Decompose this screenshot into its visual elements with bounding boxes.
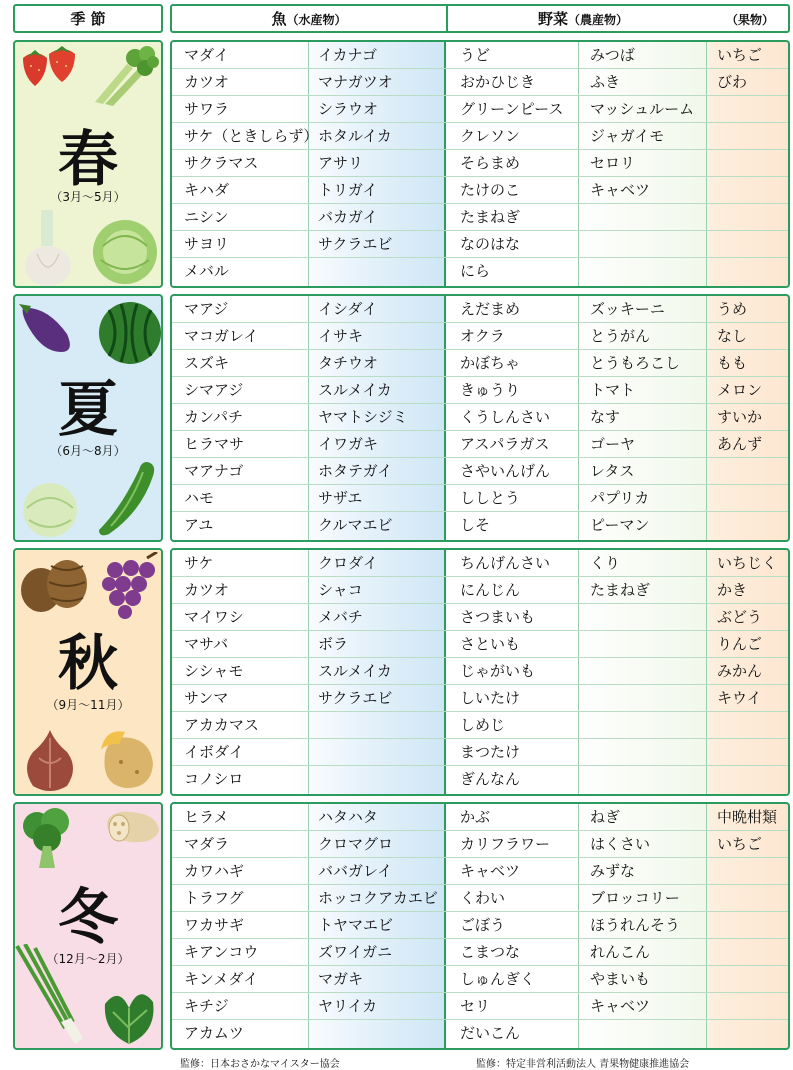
table-row xyxy=(172,177,788,204)
vegetable-name: ちんげんさい xyxy=(460,554,551,572)
fish-name: イボダイ xyxy=(184,743,244,761)
fruit-name: いちじく xyxy=(717,554,778,572)
vegetable-name: しめじ xyxy=(460,716,506,734)
table-row xyxy=(172,150,788,177)
season-panel-summer xyxy=(13,294,163,542)
table-row xyxy=(172,404,788,431)
fish-name: ヤマトシジミ xyxy=(318,408,408,426)
table-row xyxy=(172,69,788,96)
vegetable-name: きゅうり xyxy=(460,381,521,399)
vegetable-name: しそ xyxy=(460,516,491,534)
vegetable-name: ねぎ xyxy=(590,808,621,826)
fruit-name: キウイ xyxy=(717,689,762,707)
season-panel-autumn xyxy=(13,548,163,796)
fish-name: ハタハタ xyxy=(318,808,378,826)
vegetable-name: ししとう xyxy=(460,489,521,507)
taro-icon xyxy=(17,554,91,616)
vegetable-name: まつたけ xyxy=(460,743,521,761)
season-table-winter xyxy=(170,802,790,1050)
vegetable-name: さといも xyxy=(460,635,521,653)
season-table-summer xyxy=(170,294,790,542)
fish-name: マダイ xyxy=(184,46,229,64)
fish-name: キチジ xyxy=(184,997,229,1015)
fish-name: クロマグロ xyxy=(318,835,394,853)
header-veg xyxy=(448,8,718,29)
fish-name: カワハギ xyxy=(184,862,245,880)
fish-name: ヒラマサ xyxy=(184,435,245,453)
season-panel-winter xyxy=(13,802,163,1050)
fish-name: クルマエビ xyxy=(318,516,393,534)
fruit-name: びわ xyxy=(717,73,748,91)
vegetable-name: セロリ xyxy=(590,154,636,172)
cucumber-icon xyxy=(91,456,163,540)
vegetable-name: くわい xyxy=(460,889,506,907)
vegetable-name: なのはな xyxy=(460,235,521,253)
fish-name: トヤマエビ xyxy=(318,916,394,934)
season-kanji: 秋 xyxy=(58,629,118,699)
fish-name: シャコ xyxy=(318,581,363,599)
header-fish-label: 魚 xyxy=(271,10,287,28)
vegetable-name: セリ xyxy=(460,997,491,1015)
table-row xyxy=(172,323,788,350)
season-range: （9月〜11月） xyxy=(46,698,130,712)
fish-name: ババガレイ xyxy=(318,862,393,880)
vegetable-name: ぎんなん xyxy=(460,770,521,788)
table-row xyxy=(172,550,788,577)
header-fish xyxy=(172,8,446,29)
fish-name: ホタテガイ xyxy=(318,462,393,480)
fish-name: イカナゴ xyxy=(318,46,377,64)
table-row xyxy=(172,739,788,766)
vegetable-name: くり xyxy=(590,554,621,572)
fish-name: マナガツオ xyxy=(318,73,393,91)
table-row xyxy=(172,658,788,685)
fish-name: マアナゴ xyxy=(184,462,244,480)
celery-icon xyxy=(87,42,161,106)
fish-name: ニシン xyxy=(184,208,229,226)
fruit-name: ぶどう xyxy=(717,608,763,626)
table-row xyxy=(172,604,788,631)
vegetable-name: かぶ xyxy=(460,808,491,826)
fruit-name: かき xyxy=(717,581,748,599)
table-row xyxy=(172,685,788,712)
table-row xyxy=(172,350,788,377)
vegetable-name: だいこん xyxy=(460,1024,521,1042)
fish-name: トラフグ xyxy=(184,889,244,907)
table-row xyxy=(172,831,788,858)
footer-fish-credit: 監修：日本おさかなマイスター協会 xyxy=(180,1059,340,1070)
season-table-autumn xyxy=(170,548,790,796)
fish-name: アカムツ xyxy=(184,1024,244,1042)
table-row xyxy=(172,712,788,739)
vegetable-name: にら xyxy=(460,262,491,280)
header-fruit-label: （果物） xyxy=(725,12,774,27)
fruit-name: 中晩柑類 xyxy=(717,808,778,826)
season-panel-spring xyxy=(13,40,163,288)
fish-name: ヤリイカ xyxy=(318,997,378,1015)
table-row xyxy=(172,885,788,912)
fish-name: メバル xyxy=(184,262,229,280)
header-season xyxy=(13,4,163,33)
vegetable-name: レタス xyxy=(590,462,635,480)
table-row xyxy=(172,431,788,458)
fish-name: サケ（ときしらず） xyxy=(184,127,319,145)
table-row xyxy=(172,966,788,993)
fruit-name: いちご xyxy=(717,46,763,64)
vegetable-name: ふき xyxy=(590,73,621,91)
vegetable-name: ほうれんそう xyxy=(590,916,681,934)
fish-name: キアンコウ xyxy=(184,943,259,961)
season-range: （12月〜2月） xyxy=(46,952,130,966)
vegetable-name: オクラ xyxy=(460,327,505,345)
vegetable-name: はくさい xyxy=(590,835,651,853)
header-veg-sub: （農産物） xyxy=(568,13,629,27)
fish-name: マイワシ xyxy=(184,608,244,626)
season-range: （3月〜5月） xyxy=(50,190,126,204)
fish-name: コノシロ xyxy=(184,770,244,788)
fruit-name: メロン xyxy=(717,381,763,399)
vegetable-name: しいたけ xyxy=(460,689,521,707)
table-row xyxy=(172,858,788,885)
fish-name: カンパチ xyxy=(184,408,243,426)
strawberry-icon xyxy=(19,44,81,88)
vegetable-name: こまつな xyxy=(460,943,521,961)
vegetable-name: かぼちゃ xyxy=(460,354,521,372)
vegetable-name: おかひじき xyxy=(460,73,536,91)
fish-name: アサリ xyxy=(318,154,364,172)
vegetable-name: ズッキーニ xyxy=(590,300,665,318)
vegetable-name: れんこん xyxy=(590,943,651,961)
fish-name: イワガキ xyxy=(318,435,379,453)
fish-name: イシダイ xyxy=(318,300,378,318)
season-table-spring xyxy=(170,40,790,288)
fish-name: マサバ xyxy=(184,635,229,653)
vegetable-name: キャベツ xyxy=(590,181,651,199)
fish-name: クロダイ xyxy=(318,554,378,572)
fish-name: キハダ xyxy=(184,181,230,199)
vegetable-name: えだまめ xyxy=(460,300,521,318)
vegetable-name: キャベツ xyxy=(460,862,521,880)
fruit-name: あんず xyxy=(717,435,763,453)
fish-name: サクラエビ xyxy=(318,689,393,707)
table-row xyxy=(172,804,788,831)
vegetable-name: そらまめ xyxy=(460,154,521,172)
fruit-name: すいか xyxy=(717,408,763,426)
table-row xyxy=(172,766,788,793)
leek-icon xyxy=(15,944,87,1050)
footer-veg-credit: 監修：特定非営利活動法人 青果物健康推進協会 xyxy=(476,1059,690,1070)
onion-icon xyxy=(21,210,77,288)
vegetable-name: さつまいも xyxy=(460,608,536,626)
header-main xyxy=(170,4,790,33)
table-row xyxy=(172,939,788,966)
vegetable-name: たまねぎ xyxy=(590,581,651,599)
vegetable-name: たけのこ xyxy=(460,181,521,199)
potato-icon xyxy=(91,726,163,794)
fish-name: キンメダイ xyxy=(184,970,259,988)
table-row xyxy=(172,377,788,404)
table-row xyxy=(172,458,788,485)
fish-name: サヨリ xyxy=(184,235,230,253)
fish-name: マコガレイ xyxy=(184,327,259,345)
vegetable-name: さやいんげん xyxy=(460,462,551,480)
fish-name: アユ xyxy=(184,516,214,534)
header-fish-sub: （水産物） xyxy=(286,13,347,27)
grapes-icon xyxy=(97,552,163,622)
fruit-name: みかん xyxy=(717,662,763,680)
table-row xyxy=(172,512,788,539)
fish-name: サワラ xyxy=(184,100,230,118)
fish-name: シラウオ xyxy=(318,100,379,118)
table-row xyxy=(172,1020,788,1047)
fish-name: シシャモ xyxy=(184,662,244,680)
fish-name: カツオ xyxy=(184,581,230,599)
fish-name: ズワイガニ xyxy=(318,943,393,961)
table-row xyxy=(172,577,788,604)
table-row xyxy=(172,231,788,258)
fish-name: ヒラメ xyxy=(184,808,229,826)
season-kanji: 冬 xyxy=(58,883,118,953)
vegetable-name: マッシュルーム xyxy=(590,100,695,118)
vegetable-name: やまいも xyxy=(590,970,651,988)
fruit-name: りんご xyxy=(717,635,763,653)
season-kanji: 春 xyxy=(58,125,118,195)
vegetable-name: うど xyxy=(460,46,491,64)
vegetable-name: カリフラワー xyxy=(460,835,551,853)
fruit-name: いちご xyxy=(717,835,763,853)
fish-name: イサキ xyxy=(318,327,364,345)
fruit-name: なし xyxy=(717,327,748,345)
fish-name: サクラエビ xyxy=(318,235,393,253)
fish-name: サザエ xyxy=(318,489,363,507)
fish-name: スズキ xyxy=(184,354,230,372)
vegetable-name: にんじん xyxy=(460,581,521,599)
fruit-name: うめ xyxy=(717,300,748,318)
fish-name: サクラマス xyxy=(184,154,259,172)
vegetable-name: みつば xyxy=(590,46,635,64)
header-fruit xyxy=(710,10,790,28)
fish-name: サンマ xyxy=(184,689,229,707)
header-season-label: 季 節 xyxy=(70,10,106,28)
fish-name: マダラ xyxy=(184,835,230,853)
vegetable-name: じゃがいも xyxy=(460,662,536,680)
fish-name: ワカサギ xyxy=(184,916,245,934)
lettuce-icon xyxy=(19,478,81,538)
vegetable-name: トマト xyxy=(590,381,636,399)
season-kanji: 夏 xyxy=(58,375,118,445)
table-row xyxy=(172,204,788,231)
vegetable-name: クレソン xyxy=(460,127,521,145)
table-row xyxy=(172,912,788,939)
vegetable-name: ごぼう xyxy=(460,916,506,934)
vegetable-name: たまねぎ xyxy=(460,208,521,226)
vegetable-name: キャベツ xyxy=(590,997,651,1015)
table-row xyxy=(172,631,788,658)
header-veg-label: 野菜 xyxy=(537,10,568,28)
fish-name: アカカマス xyxy=(184,716,259,734)
vegetable-name: ピーマン xyxy=(590,516,650,534)
fish-name: ホタルイカ xyxy=(318,127,392,145)
eggplant-icon xyxy=(17,300,81,356)
fish-name: トリガイ xyxy=(318,181,378,199)
table-row xyxy=(172,296,788,323)
vegetable-name: とうがん xyxy=(590,327,651,345)
fish-name: カツオ xyxy=(184,73,230,91)
vegetable-name: パプリカ xyxy=(590,489,650,507)
vegetable-name: みずな xyxy=(590,862,636,880)
table-row xyxy=(172,123,788,150)
watermelon-icon xyxy=(97,300,163,366)
vegetable-name: しゅんぎく xyxy=(460,970,536,988)
vegetable-name: とうもろこし xyxy=(590,354,681,372)
fish-name: サケ xyxy=(184,554,214,572)
fruit-name: もも xyxy=(717,354,748,372)
vegetable-name: ブロッコリー xyxy=(590,889,680,907)
fish-name: ハモ xyxy=(184,489,215,507)
fish-name: メバチ xyxy=(318,608,363,626)
fig-icon xyxy=(21,728,79,794)
fish-name: スルメイカ xyxy=(318,381,392,399)
vegetable-name: グリーンピース xyxy=(460,100,564,118)
vegetable-name: なす xyxy=(590,408,621,426)
table-row xyxy=(172,96,788,123)
fish-name: ボラ xyxy=(318,635,349,653)
fish-name: バカガイ xyxy=(318,208,378,226)
table-row xyxy=(172,258,788,285)
vegetable-name: アスパラガス xyxy=(460,435,550,453)
lotus-root-icon xyxy=(101,806,163,848)
fish-name: シマアジ xyxy=(184,381,244,399)
vegetable-name: ジャガイモ xyxy=(590,127,665,145)
spinach-icon xyxy=(95,978,163,1048)
fish-name: スルメイカ xyxy=(318,662,392,680)
cabbage-icon xyxy=(89,216,161,286)
table-row xyxy=(172,42,788,69)
fish-name: タチウオ xyxy=(318,354,379,372)
table-row xyxy=(172,485,788,512)
fish-name: ホッコクアカエビ xyxy=(318,889,438,907)
broccoli-icon xyxy=(17,806,81,870)
fish-name: マガキ xyxy=(318,970,364,988)
fish-name: マアジ xyxy=(184,300,229,318)
vegetable-name: くうしんさい xyxy=(460,408,551,426)
vegetable-name: ゴーヤ xyxy=(590,435,636,453)
season-range: （6月〜8月） xyxy=(50,444,126,458)
table-row xyxy=(172,993,788,1020)
